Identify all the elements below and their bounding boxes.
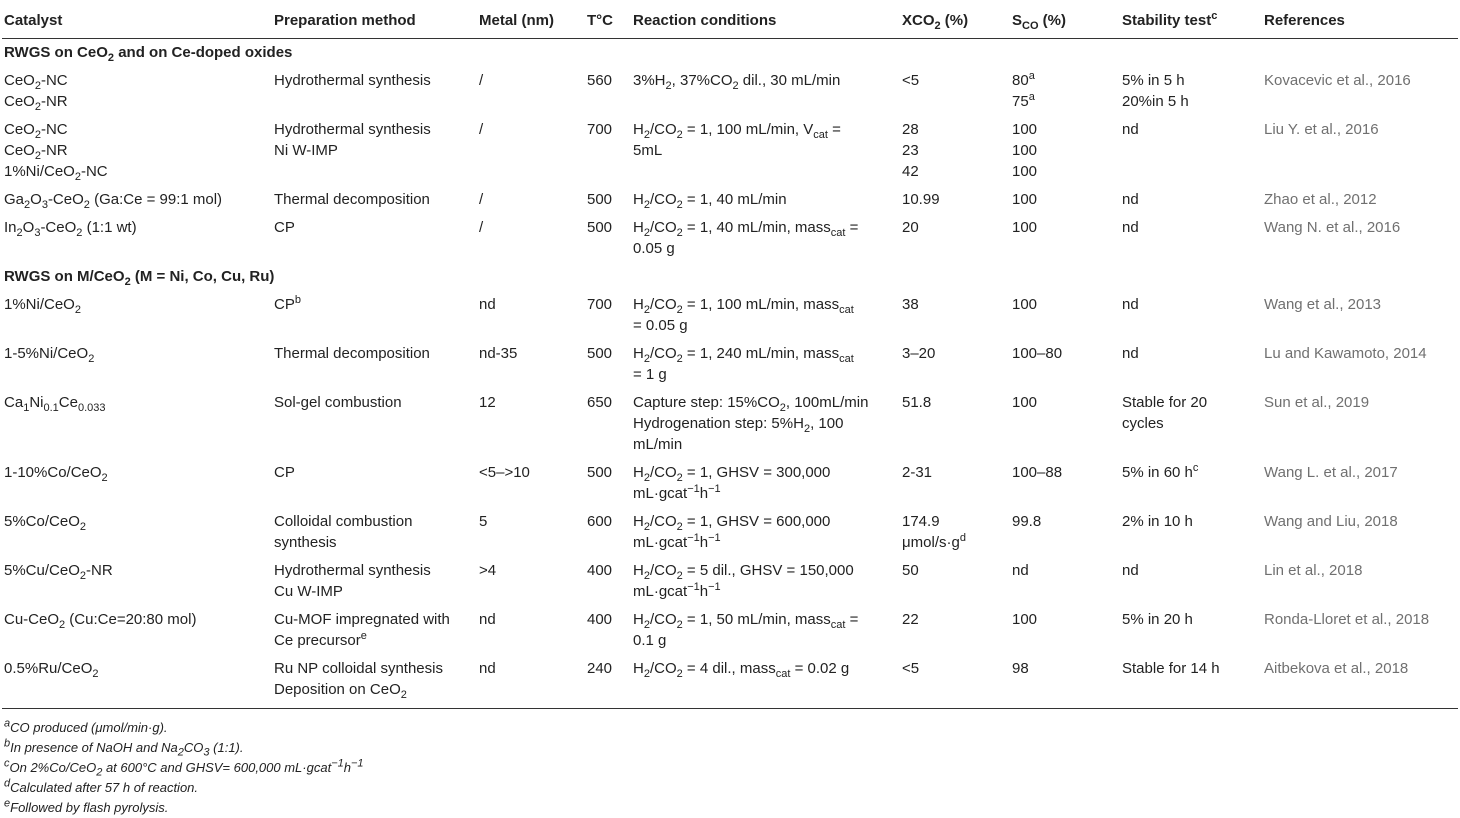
temperature-cell: 700 [587,296,613,313]
sco-cell: 100 [1012,394,1038,411]
xco2-cell: 22 [902,611,919,628]
conditions-cell: $H_2/CO_2 = 1$, 50 mL/min, mass$_{cat}$ = 0.1 g [633,611,859,649]
stability-cell: 5% in 60 $h^c$ [1122,462,1199,481]
catalyst-cell: 1-5%Ni/CeO$_2$ [4,345,95,365]
catalyst-cell: 0.5%Ru/CeO$_2$ [4,660,99,680]
conditions-cell: $H_2/CO_2 = 1$, 100 mL/min, mass$_{cat}$ = 0.05 g [633,296,854,334]
footnote: $^c$On 2%Co/CeO$_2$ at 600°C and GHSV= 600,000 $mL\cdot gcat^{-1}h^{-1}$ [4,757,364,779]
temperature-cell: 560 [587,72,613,89]
sco-cell: 100 [1012,219,1038,236]
table-bottom-rule [2,708,1458,709]
sco-cell: 99.8 [1012,513,1042,530]
sco-cell: 100–88 [1012,464,1063,481]
footnote: $^e$Followed by flash pyrolysis. [4,797,169,815]
temperature-cell: 600 [587,513,613,530]
method-cell: Sol-gel combustion [274,394,402,411]
temperature-cell: 500 [587,464,613,481]
metal-cell: >4 [479,562,497,579]
reference-cell: Lu and Kawamoto, 2014 [1264,345,1427,362]
metal-cell: nd [479,660,496,677]
metal-cell: <5–>10 [479,464,530,481]
catalyst-cell: $Ca_1Ni_{0.1}Ce_{0.033}$ [4,394,106,414]
table-row [2,459,1458,508]
method-cell: Cu-MOF impregnated with Ce precursor$^e$ [274,611,450,649]
xco2-cell: 20 [902,219,919,236]
method-cell: CP [274,464,295,481]
stability-cell: Stable for 14 h [1122,660,1220,677]
reference-cell: Wang and Liu, 2018 [1264,513,1398,530]
footnote: $^b$In presence of NaOH and $Na_2CO_3$ (1:1). [4,737,244,759]
reference-cell: Kovacevic et al., 2016 [1264,72,1411,89]
method-cell: $CP^b$ [274,294,301,313]
footnote: $^d$Calculated after 57 h of reaction. [4,777,199,795]
table-row [2,67,1458,116]
xco2-cell: 28 23 42 [902,121,919,180]
xco2-cell: 174.9 μmol/$s\cdot g^d$ [902,513,966,551]
temperature-cell: 500 [587,345,613,362]
conditions-cell: $3\%H_2$, $37\%CO_2$ dil., 30 mL/min [633,72,841,92]
catalyst-cell: $Ga_2O_3-CeO_2$ (Ga:Ce = 99:1 mol) [4,191,223,211]
reference-cell: Wang et al., 2013 [1264,296,1382,313]
table-row [2,389,1458,459]
method-cell: Thermal decomposition [274,345,430,362]
section-row [2,39,1458,68]
method-cell: Hydrothermal synthesis Ni W-IMP [274,121,431,159]
catalyst-table [2,0,1458,704]
header-xco2: $XCO_2$ (%) [900,0,1010,39]
metal-cell: nd [479,296,496,313]
sco-cell: 100 [1012,191,1038,208]
sco-cell: nd [1012,562,1029,579]
footnote: $^a$CO produced (μmol/min·g). [4,717,168,735]
header-preparation-method: Preparation method [272,0,477,39]
catalyst-cell: Cu-CeO$_2$ (Cu:Ce=20:80 mol) [4,611,197,631]
header-stability-test: Stability test$^c$ [1120,0,1262,39]
sco-cell: 100 [1012,296,1038,313]
reference-cell: Aitbekova et al., 2018 [1264,660,1409,677]
stability-cell: nd [1122,219,1139,236]
xco2-cell: 50 [902,562,919,579]
conditions-cell: Capture step: $15\%CO_2$, 100mL/min Hydrogenation step: $5\%H_2$, 100 mL/min [633,394,869,453]
sco-cell: 100 [1012,611,1038,628]
table-row [2,508,1458,557]
metal-cell: / [479,121,484,138]
temperature-cell: 240 [587,660,613,677]
metal-cell: 5 [479,513,488,530]
table-row [2,606,1458,655]
catalyst-cell: 5%Cu/CeO$_2$-NR [4,562,113,582]
method-cell: Hydrothermal synthesis [274,72,431,89]
metal-cell: 12 [479,394,496,411]
temperature-cell: 650 [587,394,613,411]
catalyst-cell: 5%Co/CeO$_2$ [4,513,86,533]
header-metal: Metal (nm) [477,0,585,39]
xco2-cell: 51.8 [902,394,932,411]
header-references: References [1262,0,1458,39]
table-row [2,291,1458,340]
stability-cell: nd [1122,562,1139,579]
header-sco: $S_{CO}$ (%) [1010,0,1120,39]
reference-cell: Wang N. et al., 2016 [1264,219,1401,236]
conditions-cell: $H_2/CO_2 = 1$, 40 mL/min, mass$_{cat}$ = 0.05 g [633,219,859,257]
header-reaction-conditions: Reaction conditions [631,0,900,39]
metal-cell: / [479,72,484,89]
header-temperature: T°C [585,0,631,39]
sco-cell: 80$^a$ 75$^a$ [1012,70,1035,110]
table-row [2,655,1458,704]
xco2-cell: 3–20 [902,345,936,362]
metal-cell: / [479,191,484,208]
reference-cell: Sun et al., 2019 [1264,394,1370,411]
catalyst-cell: 1-10%Co/CeO$_2$ [4,464,108,484]
sco-cell: 98 [1012,660,1029,677]
table-row [2,340,1458,389]
stability-cell: nd [1122,191,1139,208]
reference-cell: Wang L. et al., 2017 [1264,464,1398,481]
conditions-cell: $H_2/CO_2 = 1$, GHSV = 300,000 $mL\cdot gcat^{-1}h^{-1}$ [633,464,831,502]
header-catalyst: Catalyst [2,0,272,39]
method-cell: Hydrothermal synthesis Cu W-IMP [274,562,431,600]
stability-cell: nd [1122,121,1139,138]
section-row [2,263,1458,291]
temperature-cell: 400 [587,562,613,579]
sco-cell: 100 100 100 [1012,121,1038,180]
table-row [2,214,1458,263]
stability-cell: 5% in 5 h 20%in 5 h [1122,72,1189,110]
xco2-cell: <5 [902,660,920,677]
temperature-cell: 400 [587,611,613,628]
catalyst-cell: 1%Ni/CeO$_2$ [4,296,81,316]
table-row [2,116,1458,186]
stability-cell: nd [1122,296,1139,313]
metal-cell: nd [479,611,496,628]
method-cell: CP [274,219,295,236]
conditions-cell: $H_2/CO_2 = 4$ dil., mass$_{cat}$ = 0.02 g [633,660,850,680]
stability-cell: nd [1122,345,1139,362]
metal-cell: nd-35 [479,345,518,362]
section-title: RWGS on M/CeO$_2$ (M = Ni, Co, Cu, Ru) [4,268,275,288]
xco2-cell: 2-31 [902,464,933,481]
xco2-cell: 10.99 [902,191,940,208]
conditions-cell: $H_2/CO_2 = 1$, 40 mL/min [633,191,787,211]
section-title: RWGS on CeO$_2$ and on Ce-doped oxides [4,44,293,64]
catalyst-cell: CeO$_2$-NC CeO$_2$-NR 1%Ni/CeO$_2$-NC [4,121,108,183]
footnotes [4,718,364,818]
metal-cell: / [479,219,484,236]
conditions-cell: $H_2/CO_2 = 1$, 100 mL/min, $V_{cat}$ = 5mL [633,121,841,159]
stability-cell: Stable for 20 cycles [1122,394,1208,432]
reference-cell: Liu Y. et al., 2016 [1264,121,1379,138]
temperature-cell: 700 [587,121,613,138]
conditions-cell: $H_2/CO_2 = 1$, 240 mL/min, mass$_{cat}$ = 1 g [633,345,854,383]
reference-cell: Ronda-Lloret et al., 2018 [1264,611,1430,628]
header-row [2,0,1458,39]
catalyst-cell: CeO$_2$-NC CeO$_2$-NR [4,72,68,113]
table-row [2,557,1458,606]
reference-cell: Zhao et al., 2012 [1264,191,1377,208]
temperature-cell: 500 [587,191,613,208]
conditions-cell: $H_2/CO_2 = 5$ dil., GHSV = 150,000 $mL\cdot gcat^{-1}h^{-1}$ [633,562,854,600]
xco2-cell: <5 [902,72,920,89]
method-cell: Colloidal combustion synthesis [274,513,413,551]
catalyst-cell: $In_2O_3-CeO_2$ (1:1 wt) [4,219,137,239]
conditions-cell: $H_2/CO_2 = 1$, GHSV = 600,000 $mL\cdot gcat^{-1}h^{-1}$ [633,513,831,551]
method-cell: Thermal decomposition [274,191,430,208]
reference-cell: Lin et al., 2018 [1264,562,1363,579]
stability-cell: 5% in 20 h [1122,611,1193,628]
sco-cell: 100–80 [1012,345,1063,362]
temperature-cell: 500 [587,219,613,236]
table-row [2,186,1458,214]
method-cell: Ru NP colloidal synthesis Deposition on CeO$_2$ [274,660,443,701]
stability-cell: 2% in 10 h [1122,513,1193,530]
xco2-cell: 38 [902,296,919,313]
